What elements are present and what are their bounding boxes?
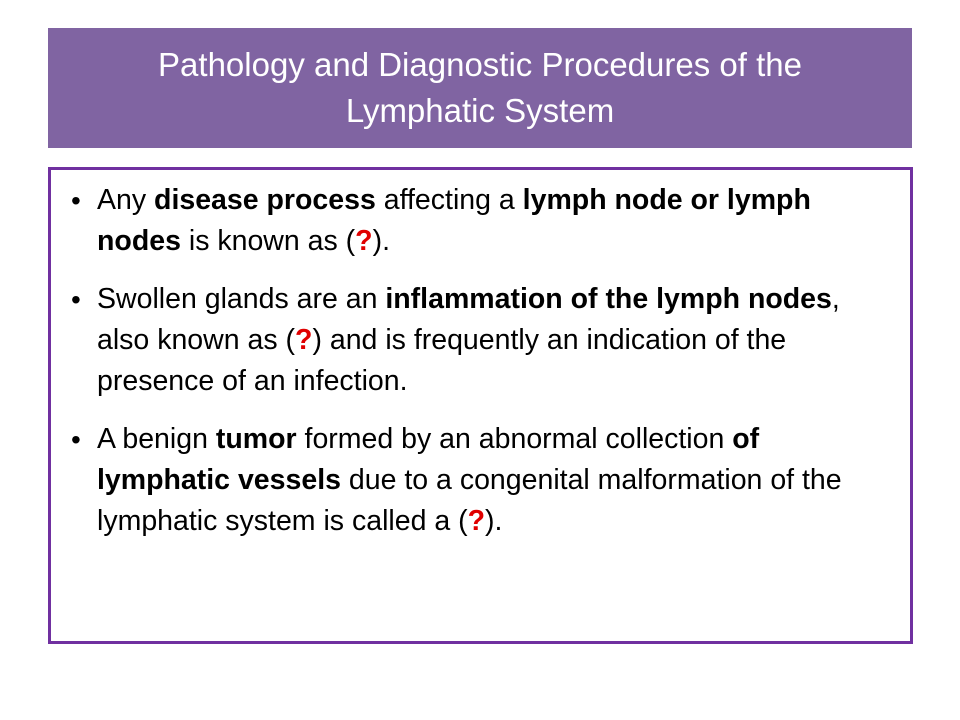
bullet-1-text-d: ). [372, 225, 391, 257]
bullet-3-question-mark: ? [467, 505, 486, 537]
bullet-dot-icon: • [71, 424, 81, 455]
bullet-3-bold-b: of lymphatic vessels [97, 423, 760, 496]
slide-title-line-1: Pathology and Diagnostic Procedures of the [158, 46, 802, 83]
bullet-2-bold-a: inflammation of the lymph nodes [385, 283, 832, 315]
bullet-3-text-b: formed by an abnormal collection [296, 423, 733, 455]
bullet-1-bold-a: disease process [154, 184, 376, 216]
bullet-item-2 [71, 279, 892, 402]
bullet-list [51, 170, 910, 542]
content-box [48, 167, 913, 644]
bullet-3-bold-a: tumor [215, 423, 297, 455]
bullet-item-1 [71, 180, 892, 262]
bullet-2-text-c: ) and is frequently an indication of the presence of an infection. [97, 324, 787, 397]
bullet-item-3 [71, 419, 892, 542]
bullet-2-text-a: Swollen glands are an [97, 283, 386, 315]
bullet-1-bold-b: lymph node or lymph nodes [97, 184, 811, 257]
bullet-3-text-a: A benign [97, 423, 216, 455]
slide-title-line-2: Lymphatic System [345, 92, 615, 129]
bullet-2-text-b: , also known as ( [97, 283, 840, 356]
bullet-dot-icon: • [71, 284, 81, 315]
bullet-1-text-a: Any [97, 184, 155, 216]
bullet-3-text-c: due to a congenital malformation of the lymphatic system is called a ( [97, 464, 842, 537]
bullet-1-question-mark: ? [355, 225, 373, 257]
bullet-1-text-b: affecting a [375, 184, 523, 216]
bullet-dot-icon: • [71, 185, 81, 216]
slide-title [48, 28, 912, 148]
bullet-1-text-c: is known as ( [180, 225, 356, 257]
bullet-3-text-d: ). [485, 505, 503, 537]
bullet-2-question-mark: ? [295, 324, 313, 356]
